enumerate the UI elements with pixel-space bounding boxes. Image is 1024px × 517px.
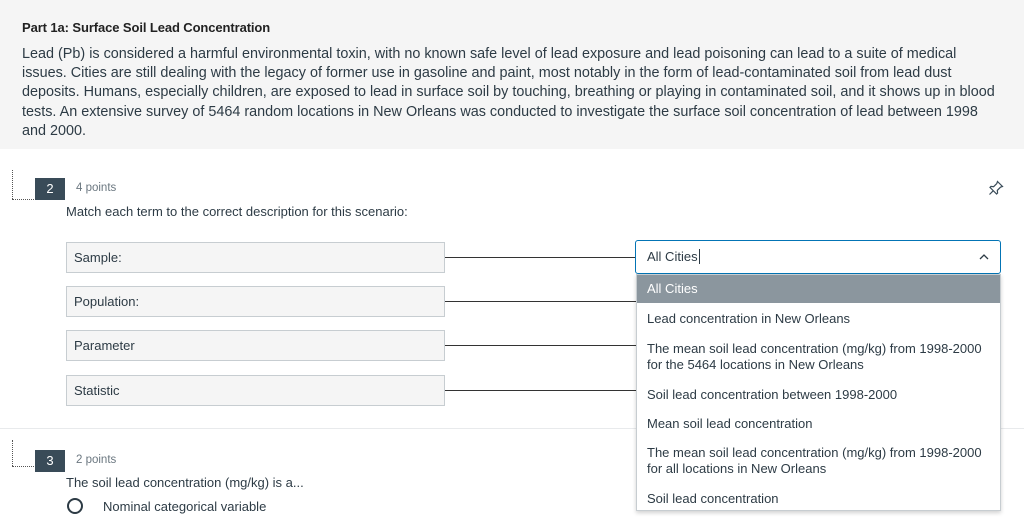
question-marker-line bbox=[12, 466, 34, 467]
option-soil-lead-1998-2000[interactable]: Soil lead concentration between 1998-2000 bbox=[647, 387, 898, 402]
term-statistic: Statistic bbox=[66, 375, 445, 406]
term-parameter: Parameter bbox=[66, 330, 445, 361]
select-dropdown bbox=[636, 274, 1001, 511]
option-all-cities[interactable]: All Cities bbox=[637, 275, 1000, 303]
question-prompt: Match each term to the correct description for this scenario: bbox=[66, 204, 408, 219]
term-sample: Sample: bbox=[66, 242, 445, 273]
radio-nominal-categorical[interactable] bbox=[67, 498, 83, 514]
connector-line bbox=[445, 390, 636, 391]
question-number-badge: 3 bbox=[35, 450, 65, 472]
passage-title: Part 1a: Surface Soil Lead Concentration bbox=[22, 20, 271, 35]
question-prompt: The soil lead concentration (mg/kg) is a... bbox=[66, 475, 304, 490]
option-mean-all-locations[interactable]: The mean soil lead concentration (mg/kg) from 1998-2000 for all locations in New Orleans bbox=[647, 445, 982, 476]
option-soil-lead-concentration[interactable]: Soil lead concentration bbox=[647, 491, 779, 506]
option-mean-5464-locations[interactable]: The mean soil lead concentration (mg/kg) from 1998-2000 for the 5464 locations in New Orleans bbox=[647, 341, 982, 372]
passage-panel bbox=[0, 0, 1024, 149]
question-points: 4 points bbox=[76, 182, 117, 194]
question-marker-line bbox=[12, 440, 13, 466]
select-value: All Cities bbox=[647, 249, 698, 264]
option-mean-soil-lead[interactable]: Mean soil lead concentration bbox=[647, 416, 813, 431]
text-caret bbox=[699, 249, 700, 264]
connector-line bbox=[445, 257, 636, 258]
radio-label: Nominal categorical variable bbox=[103, 499, 267, 514]
question-marker-line bbox=[12, 170, 13, 199]
question-marker-line bbox=[12, 199, 34, 200]
sample-select[interactable] bbox=[635, 240, 1001, 274]
connector-line bbox=[445, 301, 636, 302]
connector-line bbox=[445, 345, 636, 346]
option-lead-concentration-new-orleans[interactable]: Lead concentration in New Orleans bbox=[647, 311, 851, 326]
pin-icon[interactable] bbox=[988, 180, 1004, 196]
question-points: 2 points bbox=[76, 454, 117, 466]
term-population: Population: bbox=[66, 286, 445, 317]
passage-text: Lead (Pb) is considered a harmful environmental toxin, with no known safe level of lead exposure and lead poisoning can lead to a suite of medical issues. Cities are still dealing with the legacy of former use in gasoline and paint, most notably in the form of lead-contaminated soil from lead dust deposits. Humans, especially children, are exposed to lead in surface soil by touching, breathing or playing in contaminated soil, and it shows up in blood tests. An extensive survey of 5464 random locations in New Orleans was conducted to investigate the surface soil concentration of lead between 1998 and 2000. bbox=[22, 46, 995, 139]
question-number-badge: 2 bbox=[35, 178, 65, 200]
chevron-up-icon[interactable] bbox=[978, 251, 990, 263]
